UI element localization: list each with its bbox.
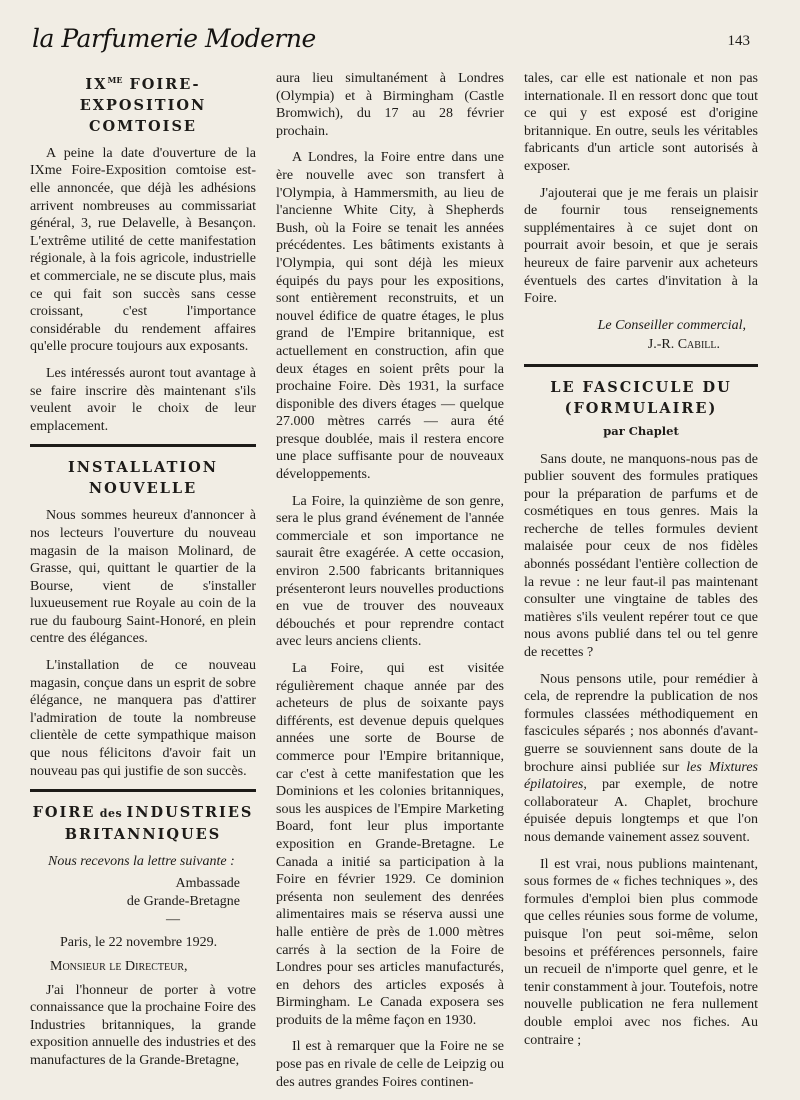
column-2	[276, 70, 504, 1100]
text-run: , par exemple, de notre collaborateur A. Chaplet, brochure épuisée depuis longtemps et que l'on nous demande vainement assez souvent.	[524, 777, 758, 845]
column-3	[524, 70, 758, 1058]
letter-dash: —	[166, 911, 180, 927]
section-title-fascicule	[524, 377, 758, 419]
paragraph: La Foire, la quinzième de son genre, sera le plus grand événement de l'année commerciale et son importance ne saurait être exagérée. A cette occasion, environ 2.500 fabricants britanniques présenteront leurs nouvelles productions en vue de trouver des nouveaux débouchés et pour reprendre contact avec leurs anciens clients.	[276, 493, 504, 650]
title-part: BRITANNIQUES	[64, 826, 222, 844]
section-title-foire-britannique	[30, 802, 256, 845]
paragraph: La Foire, qui est visitée régulièrement chaque année par des acheteurs de plus de soixante pays différents, est devenue depuis quelques années une sorte de Bourse de commerce pour l'Empire britannique, car c'est à cette manifestation que les Dominions et les colonies britanniques, sous les auspices de l'Empire Marketing Board, font leur plus importante exposition en Grande-Bretagne. Le Canada a initié sa participation à la Foire en février 1929. Ce dominion présenta non seulement des denrées alimentaires mais se réserva aussi une halle entière de près de 1.000 mètres carrés à la section de la Foire de Londres pour ses articles manufacturés, en dehors des articles exposés à Birmingham. Le Canada exposera ses produits de la même façon en 1930.	[276, 661, 504, 1028]
section-title-foire-comtoise	[30, 70, 256, 137]
letter-salutation: Monsieur le Directeur,	[50, 959, 188, 975]
paragraph	[524, 671, 758, 847]
section-divider	[30, 789, 256, 792]
paragraph: Nous sommes heureux d'annoncer à nos lecteurs l'ouverture du nouveau magasin de la maison Molinard, de Grasse, qui, quittant le quartier de la Bourse, vient de s'installer luxueusement rue Royale au coin de la rue du faubourg Saint-Honoré, en plein centre des élégances.	[30, 508, 256, 647]
paragraph: Il est à remarquer que la Foire ne se pose pas en rivale de celle de Leipzig ou des autres grandes Foires continen-	[276, 1039, 504, 1090]
paragraph: Les intéressés auront tout avantage à se faire inscrire dès maintenant s'ils veulent avoir le choix de leur emplacement.	[30, 365, 256, 434]
paragraph: A peine la date d'ouverture de la IXme Foire-Exposition comtoise est-elle annoncée, que déjà les adhésions arrivent nombreuses au commissariat général, 3, rue Delavelle, à Besançon. L'extrême utilité de cette manifestation régionale, à la fois agricole, industrielle et commerciale, ne se discute plus, mais ce qui fait son succès sans cesse croissant, c'est l'importance considérable du rendement affaires qu'elle procure toujours aux exposants.	[30, 145, 256, 355]
column-1	[30, 70, 256, 1079]
paragraph: A Londres, la Foire entre dans une ère nouvelle avec son transfert à l'Olympia, à Hammersmith, au lieu de l'ancienne White City, à Shepherds Bush, où la Foire se tenait les années précédentes. Les bâtiments existants à l'Olympia, qui sont déjà les mieux équipés du pays pour les expositions, sont entièrement reconstruits, et un nouvel édifice de quatre étages, le plus grand de l'Empire britannique, est actuellement en construction, afin que deux étages en soient prêts pour la prochaine Foire. Dès 1931, la surface disponible des divers étages — quelque 27.000 mètres carrés — aura été presque doublée, mais il restera encore une place suffisante pour de nouveaux développements.	[276, 150, 504, 483]
signature-title: Le Conseiller commercial,	[597, 317, 746, 333]
title-superscript: ME	[107, 75, 123, 85]
emphasized-title: les Mixtures épilatoires	[524, 759, 758, 793]
title-part: INDUSTRIES	[126, 804, 254, 822]
title-part: IX	[85, 75, 108, 93]
paragraph: J'ai l'honneur de porter à votre connaissance que la prochaine Foire des Industries britanniques, la grande exposition annuelle des industries et des manufactures de la Grande-Bretagne,	[30, 982, 256, 1068]
paragraph: J'ajouterai que je me ferais un plaisir de fournir tous renseignements supplémentaires à ce sujet dont on pourrait avoir besoin, et que je serais heureux de faire parvenir aux acheteurs éventuels des cartes d'invitation à la Foire.	[524, 185, 758, 307]
title-part: COMTOISE	[89, 117, 197, 135]
masthead: la Parfumerie Moderne	[32, 24, 316, 53]
letter-address-line: Ambassade	[175, 875, 240, 891]
letter-intro: Nous recevons la lettre suivante :	[48, 854, 235, 870]
letter-address-line: de Grande-Bretagne	[126, 893, 240, 909]
section-divider	[30, 444, 256, 447]
signature-name: J.-R. Cabill.	[647, 337, 720, 353]
title-part: NOUVELLE	[88, 480, 198, 498]
title-part: INSTALLATION	[67, 459, 219, 477]
page-number: 143	[727, 33, 750, 49]
paragraph: Il est vrai, nous publions maintenant, sous formes de « fiches techniques », des formules d'emploi bien plus commode que celles réunies sous forme de volume, puisque l'on peut soi-même, selon besoins et préférences personnels, faire un recueil de n'importe quel genre, et le tenir constamment à jour. Toutefois, notre nouvelle publication ne fera nullement double emploi avec nos fiches. Au contraire ;	[524, 856, 758, 1048]
paragraph: aura lieu simultanément à Londres (Olympia) et à Birmingham (Castle Bromwich), du 17 au 28 février prochain.	[276, 71, 504, 139]
section-title-installation	[30, 457, 256, 499]
paragraph: tales, car elle est nationale et non pas internationale. Il en ressort donc que tout ce qui y est exposé est d'origine britannique. En outre, seuls les véritables fabricants d'un article sont autorisés à exposer.	[524, 71, 758, 174]
paragraph: Sans doute, ne manquons-nous pas de publier souvent des formules pratiques pour la préparation de parfums et de cosmétiques en tous genres. Mais la recherche de telles formules devient malaisée pour ceux de nos fidèles abonnés possédant l'entière collection de la revue : ne leur faut-il pas maintenant consulter une vingtaine de tables des matières s'ils veulent repérer tout ce que nous avons publié dans tel ou tel genre de recettes ?	[524, 451, 758, 661]
title-part: FOIRE	[32, 804, 96, 822]
title-part: LE FASCICULE DU	[550, 378, 732, 396]
paragraph: L'installation de ce nouveau magasin, conçue dans un esprit de sobre élégance, ne manquera pas d'attirer l'admiration de toute la nombreuse clientèle de cette sympathique maison que nous félicitons d'avoir fait un nouveau pas qui justifie de son succès.	[30, 658, 256, 779]
byline: par Chaplet	[603, 423, 679, 438]
title-part: des	[95, 807, 127, 821]
letter-date: Paris, le 22 novembre 1929.	[60, 935, 218, 951]
title-part: (FORMULAIRE)	[564, 399, 718, 417]
section-divider	[524, 364, 758, 367]
text-run: Nous pensons utile, pour remédier à cela, de reprendre la publication de nos formules classées méthodiquement en fascicules séparés ; nos abonnés d'avant-guerre se souviennent sans doute de la brochure ainsi publiée sur	[524, 671, 758, 775]
title-part: FOIRE-EXPOSITION	[79, 75, 207, 114]
